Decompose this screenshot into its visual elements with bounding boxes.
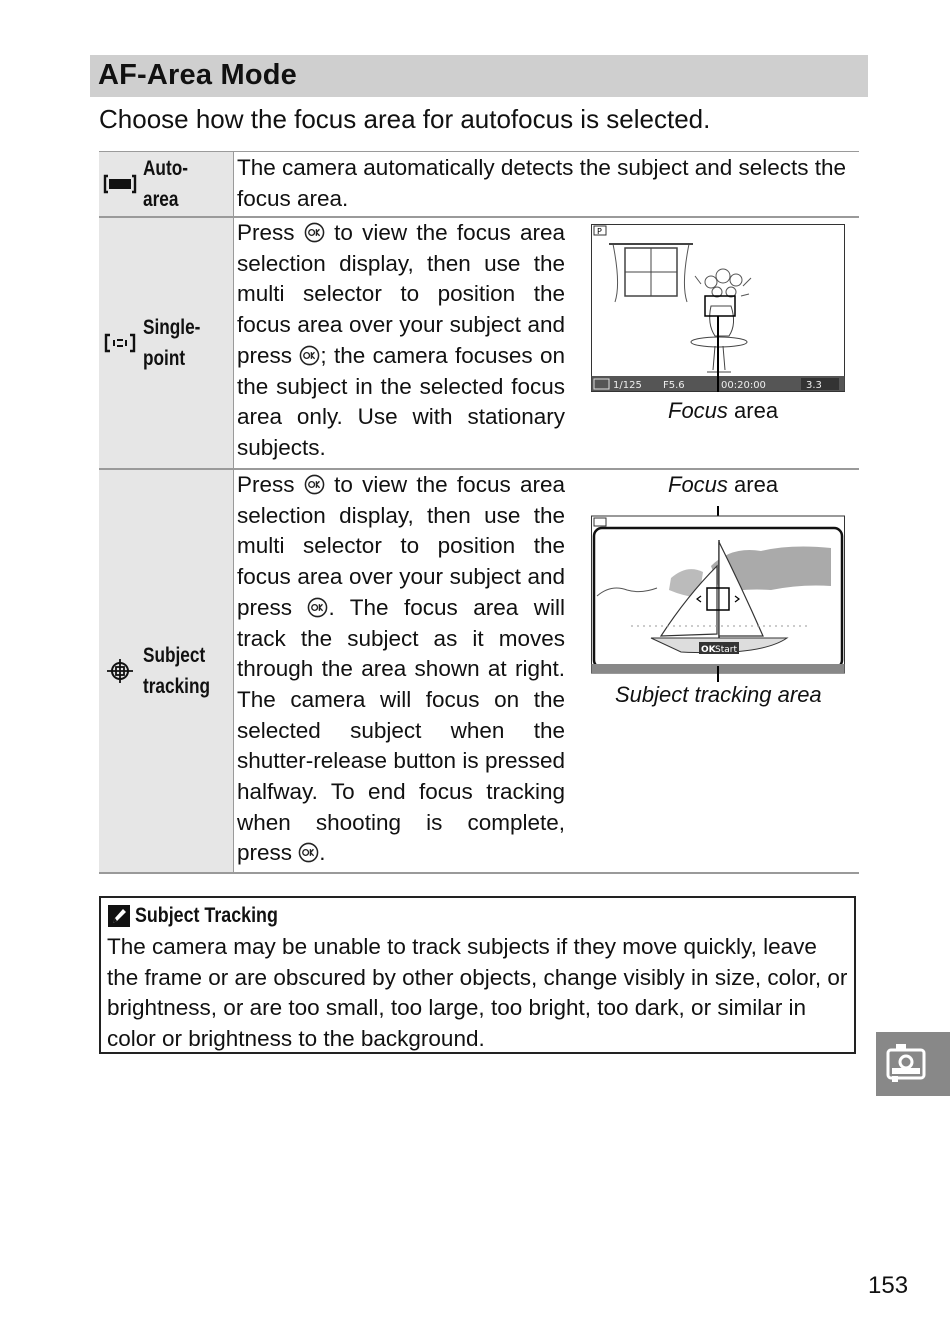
- table-row-auto-area: [99, 152, 859, 218]
- caption-italic: Subject tracking area: [615, 682, 822, 707]
- mode-description: The camera automatically detects the subject and selects the focus area.: [237, 155, 847, 211]
- mode-description: [234, 470, 859, 872]
- mode-label: Auto-area: [143, 157, 188, 211]
- lcd-ok-label: OK: [701, 645, 716, 655]
- lcd-shutter: 1/125: [613, 380, 642, 391]
- ok-button-icon: [304, 474, 325, 495]
- text-fragment: to view the focus area selection display, then use the multi selector to position the focus area over your subject and press: [237, 472, 566, 620]
- caption-italic: Focus: [668, 472, 728, 497]
- intro-text: Choose how the focus area for autofocus is selected.: [99, 104, 711, 134]
- page-title: AF-Area Mode: [98, 59, 297, 91]
- pencil-note-icon: [107, 904, 131, 928]
- subject-tracking-figure: [565, 470, 859, 872]
- text-fragment: ; the camera focuses on the subject in the selected focus area only. Use with stationary subjects.: [237, 342, 565, 460]
- mode-cell: [99, 218, 234, 468]
- caption-text: area: [727, 472, 779, 497]
- mode-cell: [99, 470, 234, 872]
- mode-label: Subject tracking: [143, 644, 210, 698]
- focus-area-caption: [668, 396, 778, 427]
- subject-tracking-display-illustration: [591, 506, 845, 686]
- text-fragment: Press: [237, 472, 304, 497]
- table-row-subject-tracking: [99, 470, 859, 874]
- note-title: Subject Tracking: [135, 904, 278, 927]
- caption-text: area: [727, 398, 779, 423]
- text-fragment: to view the focus area selection display, then use the multi selector to position the focus area over your subject and press: [237, 220, 566, 368]
- focus-area-caption: [668, 470, 778, 501]
- side-tab: [876, 1032, 950, 1096]
- title-bar: [90, 55, 868, 97]
- af-area-mode-table: [99, 151, 859, 874]
- subject-tracking-area-caption: [615, 680, 822, 711]
- mode-label: Single-point: [143, 316, 201, 370]
- lcd-aperture: F5.6: [663, 380, 685, 391]
- svg-text:P: P: [597, 227, 602, 236]
- ok-button-icon: [299, 345, 320, 366]
- subject-tracking-icon: [103, 656, 137, 686]
- ok-button-icon: [298, 842, 319, 863]
- caption-italic: Focus: [668, 398, 728, 423]
- auto-area-icon: [103, 169, 137, 199]
- table-row-single-point: [99, 218, 859, 470]
- mode-text: [237, 218, 565, 468]
- camera-shooting-menu-icon: [876, 1032, 950, 1096]
- single-point-display-illustration: [591, 224, 845, 392]
- lcd-size: 3.3: [806, 380, 822, 391]
- mode-text: [237, 470, 565, 872]
- text-fragment: Press: [237, 220, 304, 245]
- text-fragment: .: [319, 840, 326, 866]
- note-header: [107, 900, 854, 932]
- single-point-icon: [103, 328, 137, 358]
- page-number: 153: [868, 1272, 909, 1299]
- ok-button-icon: [304, 222, 325, 243]
- mode-cell: [99, 152, 234, 216]
- single-point-figure: [565, 218, 859, 468]
- lcd-time: 00:20:00: [721, 380, 766, 391]
- note-body: The camera may be unable to track subjects if they move quickly, leave the frame or are obscured by other objects, change visibly in size, color, or brightness, or are too small, too large, too bright, too dark, or similar in color or brightness to the background.: [107, 934, 848, 1051]
- text-fragment: . The focus area will track the subject as it moves through the area shown at right. The camera will focus on the selected subject when the shutter-release button is pressed halfway. To end focus tracking when shooting is complete, press: [237, 594, 565, 866]
- lcd-start-label: Start: [715, 645, 737, 655]
- subject-tracking-note: [99, 896, 856, 1054]
- ok-button-icon: [307, 597, 328, 618]
- mode-description: [234, 218, 859, 468]
